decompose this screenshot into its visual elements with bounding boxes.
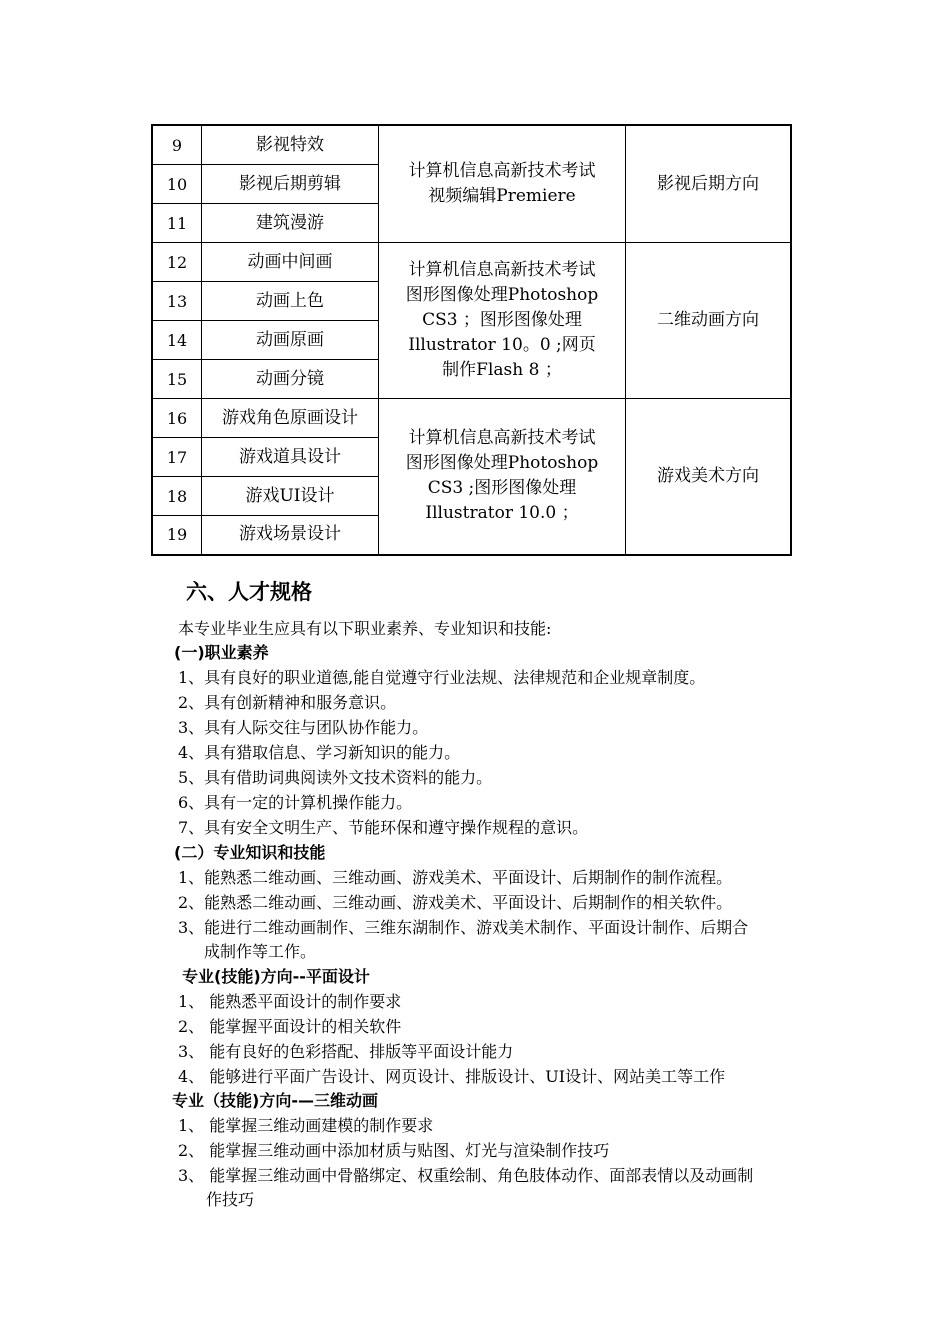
course-name: 动画中间画 bbox=[202, 243, 379, 282]
course-name: 游戏道具设计 bbox=[202, 438, 379, 477]
course-number: 18 bbox=[152, 477, 202, 516]
list-item: 2、具有创新精神和服务意识。 bbox=[178, 693, 397, 712]
course-number: 9 bbox=[152, 125, 202, 165]
course-table bbox=[151, 124, 792, 556]
list-item: 1、能熟悉二维动画、三维动画、游戏美术、平面设计、后期制作的制作流程。 bbox=[178, 868, 733, 887]
list-item: 1、具有良好的职业道德,能自觉遵守行业法规、法律规范和企业规章制度。 bbox=[178, 668, 706, 687]
list-item: 3、 能有良好的色彩搭配、排版等平面设计能力 bbox=[178, 1042, 514, 1061]
course-number: 11 bbox=[152, 204, 202, 243]
course-number: 13 bbox=[152, 282, 202, 321]
course-name: 影视特效 bbox=[202, 125, 379, 165]
direction-cell: 影视后期方向 bbox=[626, 125, 792, 243]
course-number: 19 bbox=[152, 516, 202, 555]
list-item: 3、能进行二维动画制作、三维东湖制作、游戏美术制作、平面设计制作、后期合 bbox=[178, 918, 749, 937]
list-item: 4、具有猎取信息、学习新知识的能力。 bbox=[178, 743, 461, 762]
list-item: 2、 能掌握三维动画中添加材质与贴图、灯光与渲染制作技巧 bbox=[178, 1141, 610, 1160]
table-row bbox=[152, 399, 791, 438]
course-name: 动画原画 bbox=[202, 321, 379, 360]
course-name: 影视后期剪辑 bbox=[202, 165, 379, 204]
list-item: 2、 能掌握平面设计的相关软件 bbox=[178, 1017, 402, 1036]
list-item: 1、 能掌握三维动画建模的制作要求 bbox=[178, 1116, 434, 1135]
list-item: 3、具有人际交往与团队协作能力。 bbox=[178, 718, 429, 737]
course-name: 游戏角色原画设计 bbox=[202, 399, 379, 438]
list-item: 3、 能掌握三维动画中骨骼绑定、权重绘制、角色肢体动作、面部表情以及动画制 bbox=[178, 1166, 754, 1185]
course-number: 15 bbox=[152, 360, 202, 399]
course-number: 10 bbox=[152, 165, 202, 204]
course-number: 12 bbox=[152, 243, 202, 282]
certification-cell: 计算机信息高新技术考试 图形图像处理Photoshop CS3 ；图形图像处理 Illustrator 10。0 ;网页 制作Flash 8 ； bbox=[379, 243, 626, 399]
course-name: 游戏UI设计 bbox=[202, 477, 379, 516]
part2-heading: (二）专业知识和技能 bbox=[174, 843, 326, 862]
list-item: 2、能熟悉二维动画、三维动画、游戏美术、平面设计、后期制作的相关软件。 bbox=[178, 893, 733, 912]
course-number: 16 bbox=[152, 399, 202, 438]
course-name: 动画上色 bbox=[202, 282, 379, 321]
list-item: 成制作等工作。 bbox=[204, 942, 317, 961]
course-name: 建筑漫游 bbox=[202, 204, 379, 243]
course-number: 17 bbox=[152, 438, 202, 477]
course-number: 14 bbox=[152, 321, 202, 360]
direction-cell: 二维动画方向 bbox=[626, 243, 792, 399]
direction-cell: 游戏美术方向 bbox=[626, 399, 792, 555]
course-name: 动画分镜 bbox=[202, 360, 379, 399]
list-item: 4、 能够进行平面广告设计、网页设计、排版设计、UI设计、网站美工等工作 bbox=[178, 1067, 726, 1086]
part1-heading: (一)职业素养 bbox=[174, 643, 269, 662]
list-item: 作技巧 bbox=[206, 1190, 255, 1209]
intro-text: 本专业毕业生应具有以下职业素养、专业知识和技能: bbox=[178, 619, 552, 638]
list-item: 6、具有一定的计算机操作能力。 bbox=[178, 793, 413, 812]
dir2-heading: 专业（技能)方向-—三维动画 bbox=[172, 1091, 378, 1110]
course-name: 游戏场景设计 bbox=[202, 516, 379, 555]
certification-cell: 计算机信息高新技术考试 图形图像处理Photoshop CS3 ;图形图像处理 Illustrator 10.0 ； bbox=[379, 399, 626, 555]
certification-cell: 计算机信息高新技术考试 视频编辑Premiere bbox=[379, 125, 626, 243]
table-row bbox=[152, 125, 791, 165]
dir1-heading: 专业(技能)方向--平面设计 bbox=[182, 967, 370, 986]
list-item: 7、具有安全文明生产、节能环保和遵守操作规程的意识。 bbox=[178, 818, 589, 837]
table-row bbox=[152, 243, 791, 282]
section-title: 六、人才规格 bbox=[186, 579, 312, 604]
list-item: 5、具有借助词典阅读外文技术资料的能力。 bbox=[178, 768, 493, 787]
list-item: 1、 能熟悉平面设计的制作要求 bbox=[178, 992, 402, 1011]
